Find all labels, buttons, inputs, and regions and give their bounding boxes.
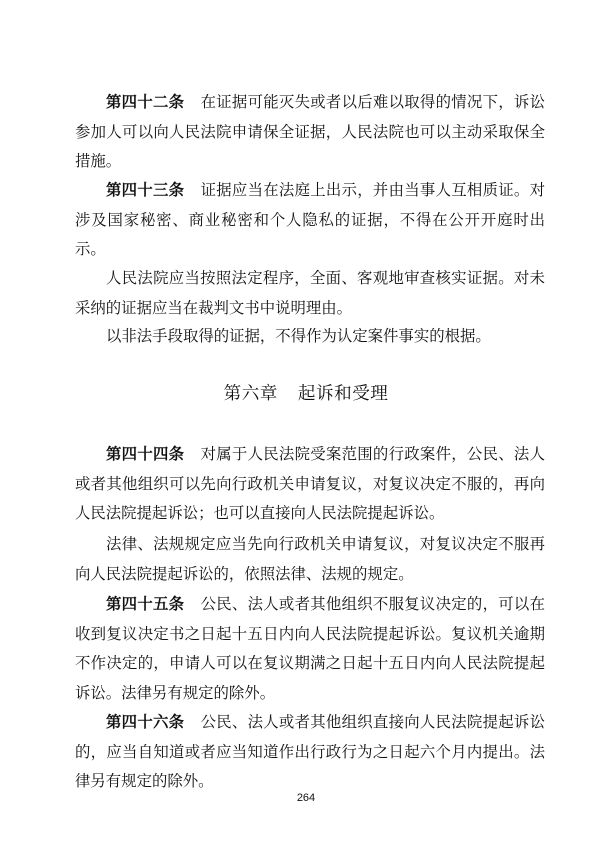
article-heading: 第四十四条	[106, 445, 185, 463]
article-heading: 第四十五条	[106, 595, 185, 613]
body-paragraph	[75, 322, 545, 352]
article-text: 对属于人民法院受案范围的行政案件，公民、法人或者其他组织可以先向行政机关申请复议，对复议决定不服的，再向人民法院提起诉讼；也可以直接向人民法院提起诉讼。	[75, 445, 545, 522]
article-45-paragraph	[75, 590, 545, 708]
article-42-paragraph	[75, 88, 545, 177]
article-text: 证据应当在法庭上出示，并由当事人互相质证。对涉及国家秘密、商业秘密和个人隐私的证据，不得在公开开庭时出示。	[75, 181, 545, 258]
article-44-paragraph	[75, 440, 545, 529]
article-heading: 第四十三条	[106, 181, 185, 199]
paragraph-text: 人民法院应当按照法定程序，全面、客观地审查核实证据。对未采纳的证据应当在裁判文书中说明理由。	[75, 269, 545, 317]
chapter-number: 第六章	[223, 384, 278, 404]
article-43-paragraph	[75, 176, 545, 265]
page-number: 264	[296, 792, 316, 804]
article-text: 在证据可能灭失或者以后难以取得的情况下，诉讼参加人可以向人民法院申请保全证据，人民法院也可以主动采取保全措施。	[75, 93, 545, 170]
body-paragraph	[75, 264, 545, 323]
article-heading: 第四十六条	[106, 713, 185, 731]
chapter-title: 起诉和受理	[297, 384, 389, 404]
article-heading: 第四十二条	[106, 93, 185, 111]
paragraph-text: 法律、法规规定应当先向行政机关申请复议，对复议决定不服再向人民法院提起诉讼的，依照法律、法规的规定。	[75, 535, 545, 583]
body-paragraph	[75, 530, 545, 589]
article-46-paragraph	[75, 708, 545, 797]
article-text: 公民、法人或者其他组织直接向人民法院提起诉讼的，应当自知道或者应当知道作出行政行为之日起六个月内提出。法律另有规定的除外。	[75, 713, 545, 790]
chapter-heading	[0, 380, 612, 405]
paragraph-text: 以非法手段取得的证据，不得作为认定案件事实的根据。	[106, 327, 491, 345]
article-text: 公民、法人或者其他组织不服复议决定的，可以在收到复议决定书之日起十五日内向人民法院提起诉讼。复议机关逾期不作决定的，申请人可以在复议期满之日起十五日内向人民法院提起诉讼。法律另有规定的除外。	[75, 595, 545, 702]
